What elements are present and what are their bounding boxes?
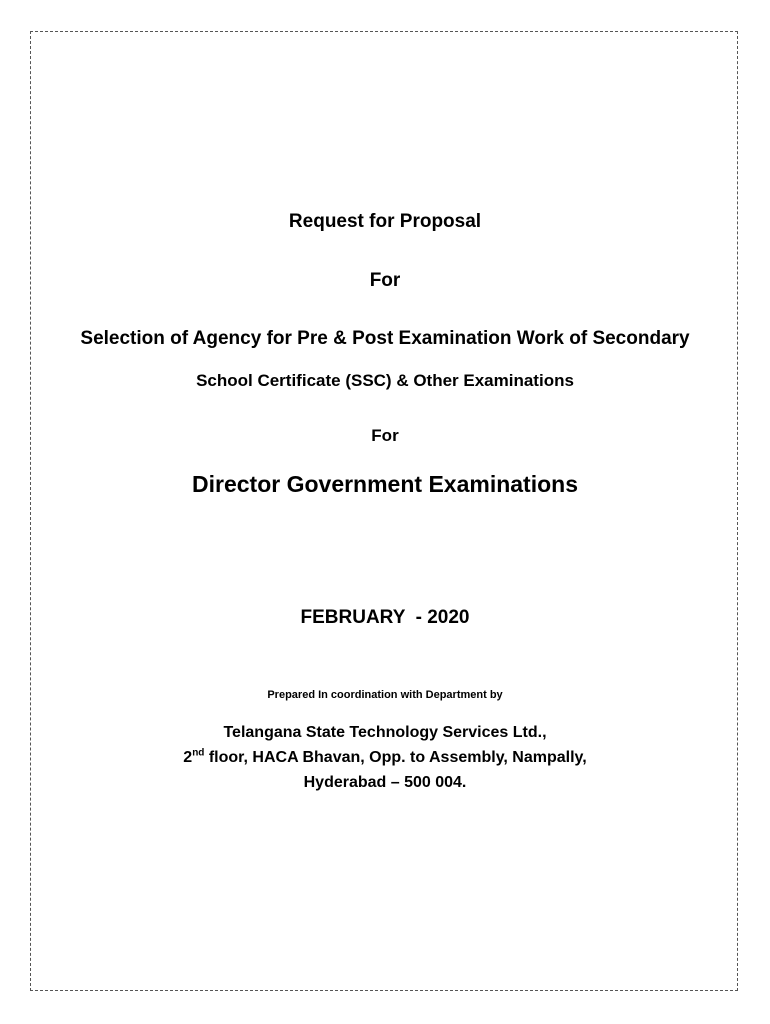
floor-ordinal-suffix: nd [192,747,205,759]
page-border [30,31,738,991]
organization-name: Telangana State Technology Services Ltd., [223,724,547,741]
address-rest: floor, HACA Bhavan, Opp. to Assembly, Nampally, [204,749,587,766]
school-certificate-line: School Certificate (SSC) & Other Examinations [196,371,574,390]
selection-line: Selection of Agency for Pre & Post Examination Work of Secondary [80,328,690,349]
floor-number: 2 [183,749,193,766]
document-date: FEBRUARY - 2020 [300,607,470,628]
prepared-by-note: Prepared In coordination with Department by [267,689,503,701]
organization-city: Hyderabad – 500 004. [303,774,467,791]
for-label-1: For [369,270,401,291]
document-title: Request for Proposal [288,211,482,232]
director-heading: Director Government Examinations [192,471,578,497]
for-label-2: For [371,426,399,445]
organization-address [0,749,770,767]
